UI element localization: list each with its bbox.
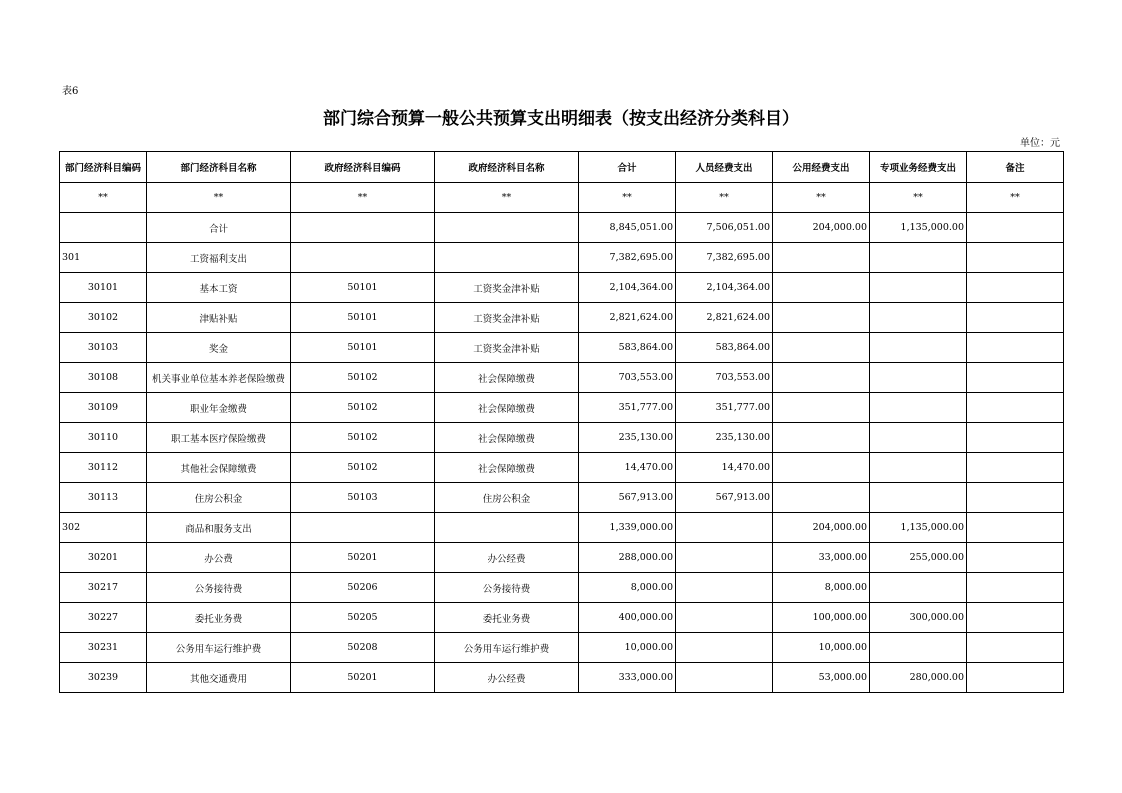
total-cell: 400,000.00: [579, 603, 676, 633]
total-cell: 7,382,695.00: [579, 243, 676, 273]
budget-detail-table: [59, 151, 1064, 693]
gov-code-cell: 50101: [291, 303, 435, 333]
public-cell: [773, 423, 870, 453]
gov-code-cell: 50103: [291, 483, 435, 513]
personnel-cell: 583,864.00: [676, 333, 773, 363]
total-cell: 8,000.00: [579, 573, 676, 603]
gov-code-cell: 50101: [291, 273, 435, 303]
dept-code-cell: 30110: [60, 423, 147, 453]
note-cell: [967, 633, 1064, 663]
personnel-cell: 2,104,364.00: [676, 273, 773, 303]
public-cell: [773, 363, 870, 393]
table-body: [60, 183, 1064, 693]
dept-name-cell: 职工基本医疗保险缴费: [147, 423, 291, 453]
header-dept-name: 部门经济科目名称: [147, 152, 291, 183]
public-cell: 8,000.00: [773, 573, 870, 603]
dept-name-cell: 住房公积金: [147, 483, 291, 513]
placeholder-cell: **: [773, 183, 870, 213]
personnel-cell: 7,506,051.00: [676, 213, 773, 243]
dept-code-cell: 30227: [60, 603, 147, 633]
note-cell: [967, 333, 1064, 363]
table-row: [60, 603, 1064, 633]
gov-code-cell: 50206: [291, 573, 435, 603]
public-cell: 33,000.00: [773, 543, 870, 573]
personnel-cell: [676, 573, 773, 603]
header-special: 专项业务经费支出: [870, 152, 967, 183]
table-row: [60, 453, 1064, 483]
table-number-label: 表6: [62, 86, 79, 97]
header-row: [60, 152, 1064, 183]
total-cell: 567,913.00: [579, 483, 676, 513]
gov-name-cell: [435, 513, 579, 543]
special-cell: [870, 393, 967, 423]
placeholder-cell: **: [967, 183, 1064, 213]
gov-code-cell: [291, 243, 435, 273]
note-cell: [967, 213, 1064, 243]
total-cell: 703,553.00: [579, 363, 676, 393]
public-cell: [773, 333, 870, 363]
dept-name-cell: 津贴补贴: [147, 303, 291, 333]
total-cell: 8,845,051.00: [579, 213, 676, 243]
note-cell: [967, 273, 1064, 303]
placeholder-cell: **: [60, 183, 147, 213]
dept-name-cell: 其他交通费用: [147, 663, 291, 693]
personnel-cell: [676, 663, 773, 693]
total-cell: 2,104,364.00: [579, 273, 676, 303]
note-cell: [967, 663, 1064, 693]
gov-name-cell: 公务接待费: [435, 573, 579, 603]
note-cell: [967, 303, 1064, 333]
table-row: [60, 243, 1064, 273]
special-cell: 1,135,000.00: [870, 513, 967, 543]
gov-name-cell: 工资奖金津补贴: [435, 333, 579, 363]
total-cell: 235,130.00: [579, 423, 676, 453]
header-personnel: 人员经费支出: [676, 152, 773, 183]
special-cell: [870, 633, 967, 663]
public-cell: 204,000.00: [773, 513, 870, 543]
total-cell: 10,000.00: [579, 633, 676, 663]
personnel-cell: [676, 633, 773, 663]
gov-code-cell: 50201: [291, 663, 435, 693]
public-cell: 100,000.00: [773, 603, 870, 633]
special-cell: [870, 243, 967, 273]
note-cell: [967, 393, 1064, 423]
total-cell: 583,864.00: [579, 333, 676, 363]
gov-code-cell: [291, 213, 435, 243]
personnel-cell: [676, 603, 773, 633]
gov-name-cell: 社会保障缴费: [435, 363, 579, 393]
personnel-cell: [676, 543, 773, 573]
unit-label: 单位：元: [1020, 138, 1060, 149]
public-cell: 53,000.00: [773, 663, 870, 693]
dept-name-cell: 公务用车运行维护费: [147, 633, 291, 663]
special-cell: [870, 573, 967, 603]
placeholder-cell: **: [435, 183, 579, 213]
personnel-cell: 351,777.00: [676, 393, 773, 423]
dept-code-cell: 30109: [60, 393, 147, 423]
header-gov-name: 政府经济科目名称: [435, 152, 579, 183]
dept-name-cell: 机关事业单位基本养老保险缴费: [147, 363, 291, 393]
dept-name-cell: 公务接待费: [147, 573, 291, 603]
note-cell: [967, 363, 1064, 393]
special-cell: [870, 273, 967, 303]
dept-code-cell: 30239: [60, 663, 147, 693]
table-row: [60, 573, 1064, 603]
gov-name-cell: 办公经费: [435, 663, 579, 693]
dept-name-cell: 办公费: [147, 543, 291, 573]
gov-code-cell: 50208: [291, 633, 435, 663]
dept-code-cell: 30217: [60, 573, 147, 603]
page-title: 部门综合预算一般公共预算支出明细表（按支出经济分类科目）: [323, 109, 799, 129]
personnel-cell: 235,130.00: [676, 423, 773, 453]
special-cell: [870, 483, 967, 513]
dept-code-cell: 301: [60, 243, 147, 273]
placeholder-cell: **: [147, 183, 291, 213]
header-note: 备注: [967, 152, 1064, 183]
dept-code-cell: 30108: [60, 363, 147, 393]
special-cell: [870, 453, 967, 483]
note-cell: [967, 513, 1064, 543]
placeholder-cell: **: [676, 183, 773, 213]
dept-name-cell: 委托业务费: [147, 603, 291, 633]
gov-name-cell: 公务用车运行维护费: [435, 633, 579, 663]
dept-name-cell: 合计: [147, 213, 291, 243]
gov-name-cell: 社会保障缴费: [435, 453, 579, 483]
gov-name-cell: 住房公积金: [435, 483, 579, 513]
dept-name-cell: 职业年金缴费: [147, 393, 291, 423]
table-row: [60, 363, 1064, 393]
gov-code-cell: 50102: [291, 393, 435, 423]
table-row: [60, 393, 1064, 423]
dept-code-cell: 30201: [60, 543, 147, 573]
gov-name-cell: [435, 243, 579, 273]
note-cell: [967, 573, 1064, 603]
gov-name-cell: [435, 213, 579, 243]
gov-code-cell: 50201: [291, 543, 435, 573]
gov-name-cell: 工资奖金津补贴: [435, 303, 579, 333]
personnel-cell: 14,470.00: [676, 453, 773, 483]
special-cell: [870, 303, 967, 333]
dept-name-cell: 奖金: [147, 333, 291, 363]
placeholder-cell: **: [579, 183, 676, 213]
placeholder-cell: **: [870, 183, 967, 213]
header-dept-code: 部门经济科目编码: [60, 152, 147, 183]
total-cell: 1,339,000.00: [579, 513, 676, 543]
table-row: [60, 303, 1064, 333]
gov-code-cell: [291, 513, 435, 543]
total-cell: 288,000.00: [579, 543, 676, 573]
personnel-cell: 567,913.00: [676, 483, 773, 513]
gov-code-cell: 50102: [291, 423, 435, 453]
dept-code-cell: 30103: [60, 333, 147, 363]
gov-name-cell: 办公经费: [435, 543, 579, 573]
gov-name-cell: 委托业务费: [435, 603, 579, 633]
dept-name-cell: 基本工资: [147, 273, 291, 303]
note-cell: [967, 243, 1064, 273]
dept-name-cell: 工资福利支出: [147, 243, 291, 273]
total-cell: 2,821,624.00: [579, 303, 676, 333]
personnel-cell: 7,382,695.00: [676, 243, 773, 273]
dept-code-cell: [60, 213, 147, 243]
gov-code-cell: 50205: [291, 603, 435, 633]
public-cell: [773, 483, 870, 513]
personnel-cell: 2,821,624.00: [676, 303, 773, 333]
special-cell: [870, 363, 967, 393]
table-row: [60, 543, 1064, 573]
public-cell: [773, 273, 870, 303]
dept-code-cell: 30113: [60, 483, 147, 513]
gov-code-cell: 50101: [291, 333, 435, 363]
table-row: [60, 213, 1064, 243]
special-cell: [870, 423, 967, 453]
total-cell: 351,777.00: [579, 393, 676, 423]
note-cell: [967, 543, 1064, 573]
dept-code-cell: 30112: [60, 453, 147, 483]
dept-code-cell: 30101: [60, 273, 147, 303]
public-cell: [773, 393, 870, 423]
placeholder-row: [60, 183, 1064, 213]
personnel-cell: [676, 513, 773, 543]
gov-name-cell: 社会保障缴费: [435, 423, 579, 453]
dept-code-cell: 30102: [60, 303, 147, 333]
public-cell: 10,000.00: [773, 633, 870, 663]
note-cell: [967, 603, 1064, 633]
special-cell: [870, 333, 967, 363]
note-cell: [967, 453, 1064, 483]
public-cell: [773, 453, 870, 483]
public-cell: 204,000.00: [773, 213, 870, 243]
public-cell: [773, 243, 870, 273]
table-row: [60, 423, 1064, 453]
table-row: [60, 513, 1064, 543]
special-cell: 280,000.00: [870, 663, 967, 693]
gov-name-cell: 工资奖金津补贴: [435, 273, 579, 303]
table-row: [60, 333, 1064, 363]
special-cell: 300,000.00: [870, 603, 967, 633]
table-row: [60, 273, 1064, 303]
total-cell: 333,000.00: [579, 663, 676, 693]
total-cell: 14,470.00: [579, 453, 676, 483]
public-cell: [773, 303, 870, 333]
dept-name-cell: 商品和服务支出: [147, 513, 291, 543]
gov-code-cell: 50102: [291, 453, 435, 483]
note-cell: [967, 423, 1064, 453]
dept-code-cell: 302: [60, 513, 147, 543]
special-cell: 255,000.00: [870, 543, 967, 573]
special-cell: 1,135,000.00: [870, 213, 967, 243]
header-public: 公用经费支出: [773, 152, 870, 183]
table-row: [60, 633, 1064, 663]
gov-name-cell: 社会保障缴费: [435, 393, 579, 423]
dept-code-cell: 30231: [60, 633, 147, 663]
dept-name-cell: 其他社会保障缴费: [147, 453, 291, 483]
gov-code-cell: 50102: [291, 363, 435, 393]
table-row: [60, 663, 1064, 693]
personnel-cell: 703,553.00: [676, 363, 773, 393]
table-row: [60, 483, 1064, 513]
placeholder-cell: **: [291, 183, 435, 213]
note-cell: [967, 483, 1064, 513]
header-gov-code: 政府经济科目编码: [291, 152, 435, 183]
header-total: 合计: [579, 152, 676, 183]
